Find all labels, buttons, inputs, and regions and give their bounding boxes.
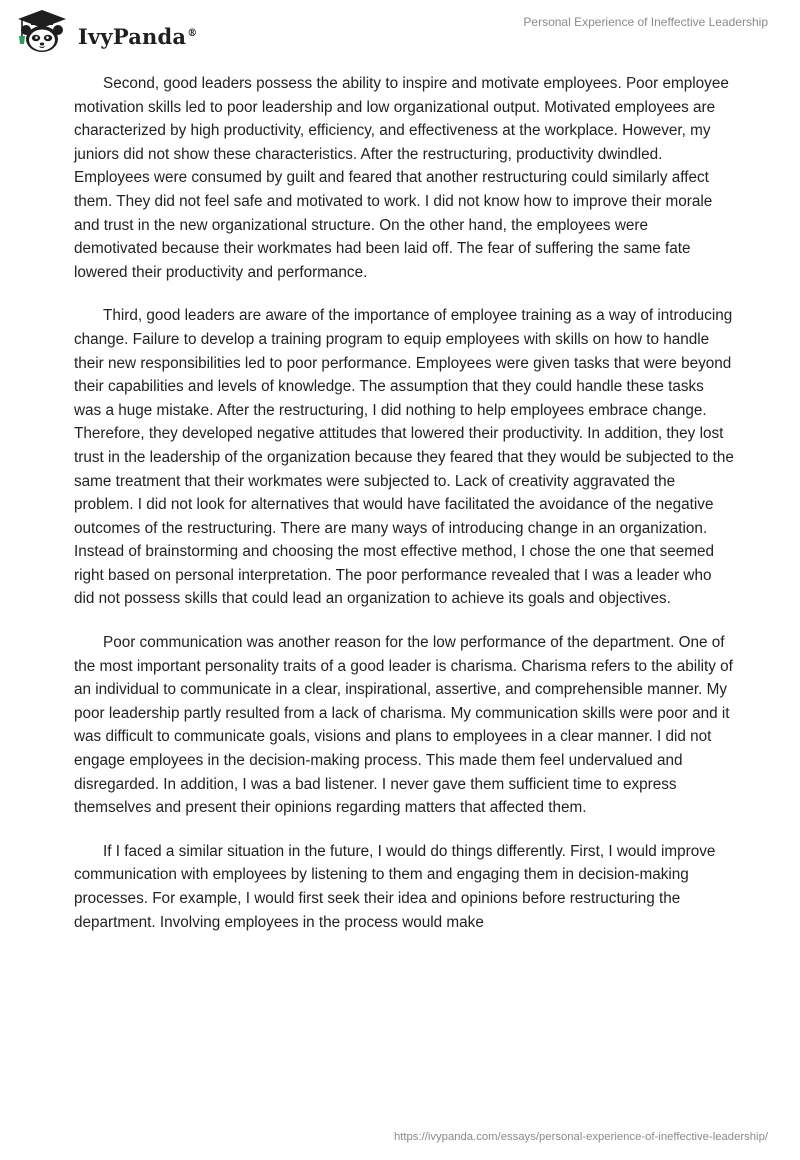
source-url-link[interactable]: https://ivypanda.com/essays/personal-experience-of-ineffective-leadership/	[393, 1131, 768, 1143]
panda-graduate-icon	[14, 8, 70, 54]
essay-body	[74, 72, 734, 954]
paragraph-communication: Poor communication was another reason for the low performance of the department. One of the most important personality traits of a good leader is charisma. Charisma refers to the ability of an individual to communicate in a clear, inspirational, assertive, and comprehensible manner. My poor leadership partly resulted from a lack of charisma. My communication skills were poor and it was difficult to communicate goals, visions and plans to employees in a clear manner. I did not engage employees in the decision-making process. This made them feel undervalued and disregarded. In addition, I was a bad listener. I never gave them sufficient time to express themselves and present their opinions regarding matters that affected them.	[74, 634, 733, 817]
paragraph-motivation: Second, good leaders possess the ability to inspire and motivate employees. Poor employee motivation skills led to poor leadership and low organizational output. Motivated employees are characterized by high productivity, efficiency, and effectiveness at the workplace. However, my juniors did not show these characteristics. After the restructuring, productivity dwindled. Employees were consumed by guilt and feared that another restructuring could similarly affect them. They did not feel safe and motivated to work. I did not know how to improve their morale and trust in the new organizational structure. On the other hand, the employees were demotivated because their workmates had been laid off. The fear of suffering the same fate lowered their productivity and performance.	[74, 75, 729, 281]
document-title: Personal Experience of Ineffective Leadership	[523, 15, 768, 29]
brand-name-text: IvyPanda	[78, 24, 187, 49]
brand-logo[interactable]	[14, 8, 214, 54]
brand-name	[78, 24, 197, 49]
paragraph-future: If I faced a similar situation in the future, I would do things differently. First, I would improve communication with employees by listening to them and engaging them in decision-making processes. For example, I would first seek their idea and opinions before restructuring the department. Involving employees in the process would make	[74, 842, 716, 931]
paragraph-training: Third, good leaders are aware of the importance of employee training as a way of introducing change. Failure to develop a training program to equip employees with skills on how to handle their new responsibilities led to poor performance. Employees were given tasks that were beyond their capabilities and levels of knowledge. The assumption that they could handle these tasks was a huge mistake. After the restructuring, I did nothing to help employees embrace change. Therefore, they developed negative attitudes that lowered their productivity. In addition, they lost trust in the leadership of the organization because they feared that they would be subjected to the same treatment that their workmates were subjected to. Lack of creativity aggravated the problem. I did not look for alternatives that would have facilitated the avoidance of the negative outcomes of the restructuring. There are many ways of introducing change in an organization. Instead of brainstorming and choosing the most effective method, I chose the one that seemed right based on personal interpretation. The poor performance revealed that I was a leader who did not possess skills that could lead an organization to achieve its goals and objectives.	[74, 307, 734, 608]
registered-mark: ®	[187, 28, 198, 39]
